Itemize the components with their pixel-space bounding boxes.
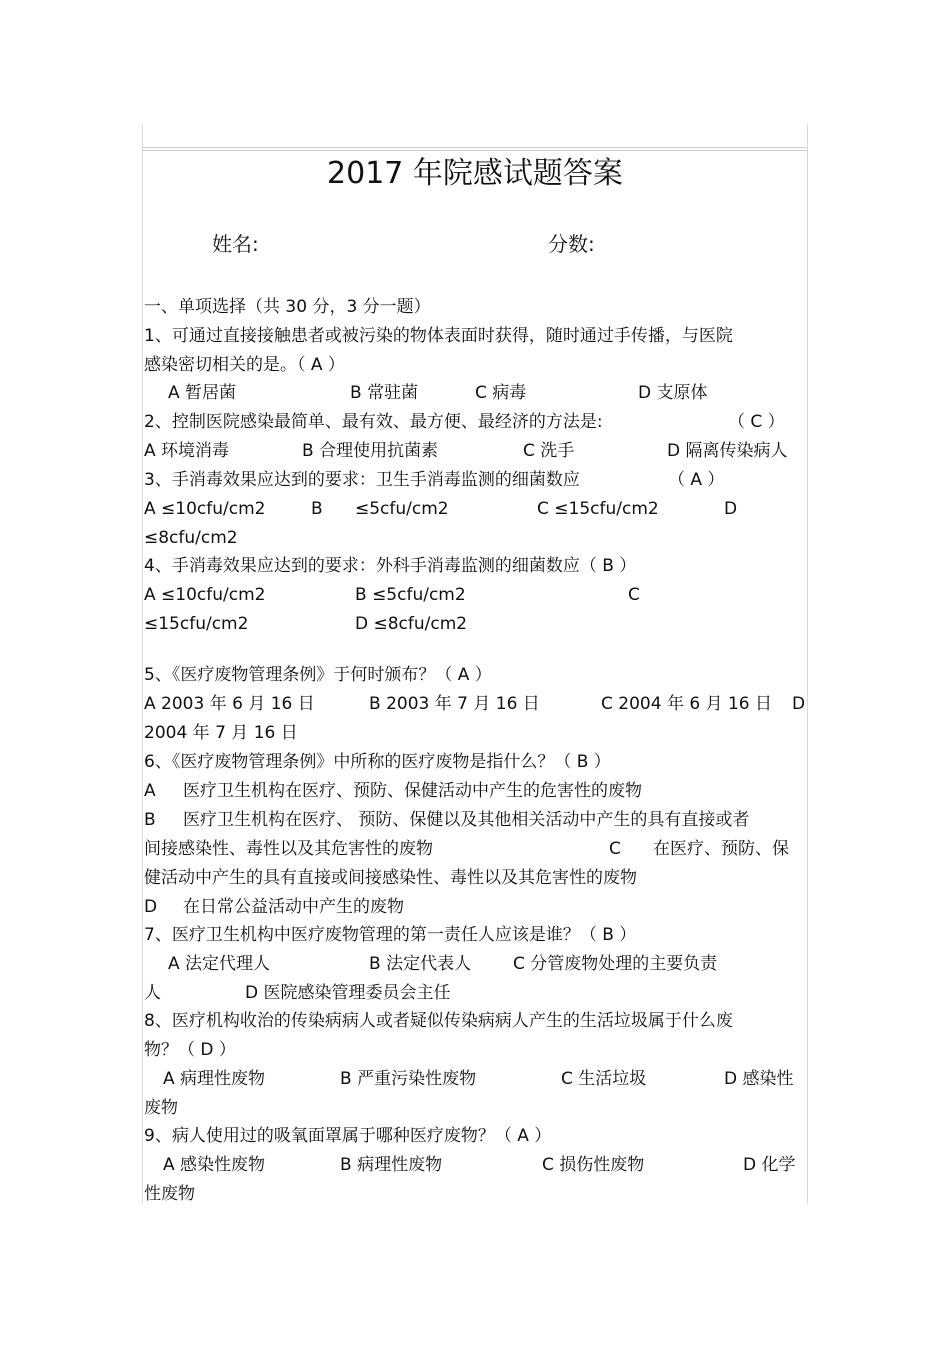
q1-option-b: B 常驻菌 [350, 383, 419, 403]
page-title: 2017 年院感试题答案 [327, 156, 623, 191]
q1-option-d: D 支原体 [638, 383, 708, 403]
question-2: 2、控制医院感染最简单、最有效、最方便、最经济的方法是: [144, 412, 603, 432]
q4-option-c-letter: C [628, 585, 640, 605]
question-4: 4、手消毒效果应达到的要求：外科手消毒监测的细菌数应（ B ） [144, 556, 637, 576]
q6-option-d: 在日常公益活动中产生的废物 [183, 897, 404, 917]
question-1: 1、可通过直接接触患者或被污染的物体表面时获得，随时通过手传播，与医院 [144, 326, 733, 346]
q2-option-d: D 隔离传染病人 [667, 441, 788, 461]
q6-option-d-letter: D [144, 897, 158, 917]
q4-option-a: A ≤10cfu/cm2 [144, 585, 266, 605]
header-rule [142, 147, 807, 148]
q5-option-d: 2004 年 7 月 16 日 [144, 723, 298, 743]
question-8-cont: 物？（ D ） [144, 1040, 236, 1060]
question-3: 3、手消毒效果应达到的要求：卫生手消毒监测的细菌数应 [144, 470, 580, 490]
q9-option-a: A 感染性废物 [163, 1155, 266, 1175]
q4-option-c: ≤15cfu/cm2 [144, 614, 249, 634]
q7-option-d: D 医院感染管理委员会主任 [245, 983, 451, 1003]
score-label: 分数: [548, 232, 595, 256]
q2-option-a: A 环境消毒 [144, 441, 230, 461]
q6-option-b: 医疗卫生机构在医疗、 预防、保健以及其他相关活动中产生的具有直接或者 [183, 810, 750, 830]
q6-option-b-letter: B [144, 810, 156, 830]
q9-option-d: D 化学 [743, 1155, 796, 1175]
q3-option-b-letter: B [311, 499, 323, 519]
q1-option-c: C 病毒 [475, 383, 527, 403]
q6-option-c: 在医疗、预防、保 [653, 839, 789, 859]
q5-option-d-letter: D [792, 694, 806, 714]
section-heading: 一、单项选择（共 30 分，3 分一题） [144, 297, 431, 317]
q7-option-c: C 分管废物处理的主要负责 [513, 954, 718, 974]
q6-option-b-cont: 间接感染性、毒性以及其危害性的废物 [144, 839, 433, 859]
q7-option-c-cont: 人 [144, 983, 161, 1003]
q6-option-c-letter: C [609, 839, 621, 859]
q2-answer: （ C ） [728, 412, 785, 432]
q6-option-a: 医疗卫生机构在医疗、预防、保健活动中产生的危害性的废物 [183, 781, 642, 801]
q4-option-b: B ≤5cfu/cm2 [355, 585, 466, 605]
q8-option-c: C 生活垃圾 [561, 1069, 647, 1089]
question-5: 5、《医疗废物管理条例》于何时颁布？（ A ） [144, 665, 492, 685]
q3-option-b: ≤5cfu/cm2 [355, 499, 449, 519]
q8-option-d-cont: 废物 [144, 1098, 178, 1118]
name-label: 姓名: [212, 232, 259, 256]
q9-option-d-cont: 性废物 [144, 1184, 195, 1204]
q5-option-a: A 2003 年 6 月 16 日 [144, 694, 315, 714]
q5-option-b: B 2003 年 7 月 16 日 [369, 694, 540, 714]
q3-option-d: ≤8cfu/cm2 [144, 528, 238, 548]
q4-option-d: D ≤8cfu/cm2 [355, 614, 468, 634]
q8-option-a: A 病理性废物 [163, 1069, 266, 1089]
q9-option-c: C 损伤性废物 [542, 1155, 645, 1175]
header-rule-2 [142, 150, 807, 151]
q2-option-c: C 洗手 [523, 441, 575, 461]
question-7: 7、医疗卫生机构中医疗废物管理的第一责任人应该是谁？（ B ） [144, 925, 637, 945]
question-6: 6、《医疗废物管理条例》中所称的医疗废物是指什么？（ B ） [144, 752, 611, 772]
question-1-cont: 感染密切相关的是。（ A ） [144, 355, 345, 375]
question-8: 8、医疗机构收治的传染病病人或者疑似传染病病人产生的生活垃圾属于什么废 [144, 1011, 733, 1031]
q3-answer: （ A ） [668, 470, 725, 490]
q6-option-c-cont: 健活动中产生的具有直接或间接感染性、毒性以及其危害性的废物 [144, 868, 637, 888]
q3-option-a: A ≤10cfu/cm2 [144, 499, 266, 519]
q1-option-a: A 暂居菌 [168, 383, 237, 403]
q3-option-d-letter: D [724, 499, 738, 519]
q3-option-c: C ≤15cfu/cm2 [537, 499, 659, 519]
q5-option-c: C 2004 年 6 月 16 日 [601, 694, 773, 714]
q8-option-b: B 严重污染性废物 [340, 1069, 477, 1089]
question-9: 9、病人使用过的吸氧面罩属于哪种医疗废物？（ A ） [144, 1126, 552, 1146]
q6-option-a-letter: A [144, 781, 156, 801]
q7-option-a: A 法定代理人 [168, 954, 271, 974]
q8-option-d: D 感染性 [724, 1069, 794, 1089]
q7-option-b: B 法定代表人 [369, 954, 472, 974]
q2-option-b: B 合理使用抗菌素 [302, 441, 439, 461]
q9-option-b: B 病理性废物 [340, 1155, 443, 1175]
